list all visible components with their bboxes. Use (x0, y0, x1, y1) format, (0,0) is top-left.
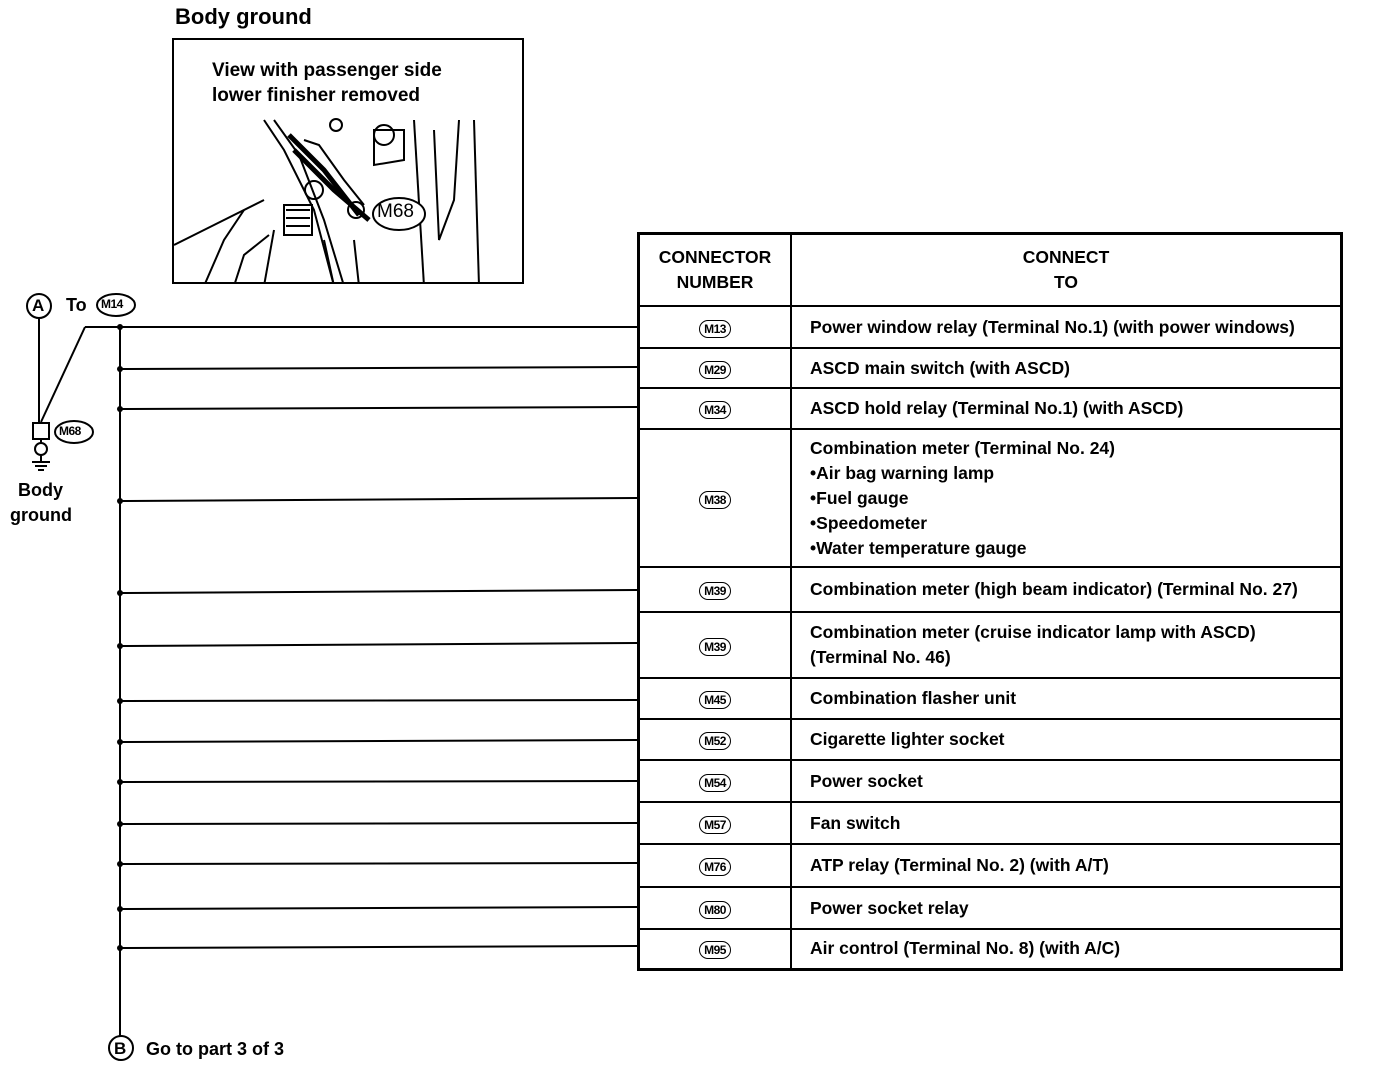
description-cell: Fan switch (791, 802, 1342, 844)
m68-ground-connector-label: M68 (59, 424, 81, 438)
connector-badge: M29 (699, 361, 731, 379)
description-cell: Power socket relay (791, 887, 1342, 929)
header-connect-line2: TO (1054, 272, 1078, 292)
node-b-label: B (114, 1039, 127, 1058)
table-row (639, 429, 1342, 567)
connector-cell (639, 348, 792, 388)
connector-badge: M76 (699, 858, 731, 876)
go-to-part-label: Go to part 3 of 3 (146, 1039, 285, 1059)
body-ground-label-2: ground (10, 505, 72, 525)
to-label: To (66, 295, 87, 315)
table-row (639, 887, 1342, 929)
bullet-item: • Water temperature gauge (810, 536, 1340, 561)
description-cell: ATP relay (Terminal No. 2) (with A/T) (791, 844, 1342, 887)
table-row (639, 612, 1342, 678)
connector-cell (639, 429, 792, 567)
connector-cell (639, 929, 792, 969)
connector-badge: M45 (699, 691, 731, 709)
connector-badge: M57 (699, 816, 731, 834)
connector-cell (639, 719, 792, 760)
m68-callout-label: M68 (377, 201, 414, 222)
header-number-line1: CONNECTOR (658, 247, 772, 267)
table-row (639, 388, 1342, 429)
description-cell: ASCD main switch (with ASCD) (791, 348, 1342, 388)
table-row (639, 929, 1342, 969)
connector-badge: M95 (699, 941, 731, 959)
description-cell: Combination meter (high beam indicator) (Terminal No. 27) (791, 567, 1342, 612)
connector-cell (639, 678, 792, 719)
connector-cell (639, 802, 792, 844)
description-cell: Power socket (791, 760, 1342, 802)
table-row (639, 844, 1342, 887)
connector-cell (639, 760, 792, 802)
table-row (639, 306, 1342, 348)
connector-badge: M39 (699, 638, 731, 656)
bullet-item: • Fuel gauge (810, 486, 1340, 511)
table-row (639, 348, 1342, 388)
table-header-row (639, 234, 1342, 307)
m14-connector-label: M14 (101, 297, 123, 311)
table-row (639, 567, 1342, 612)
description-text-line2: (Terminal No. 46) (810, 647, 951, 667)
connector-cell (639, 388, 792, 429)
inset-caption: View with passenger side lower finisher removed (212, 60, 442, 106)
bullet-item: • Speedometer (810, 511, 1340, 536)
description-text: Combination meter (cruise indicator lamp with ASCD) (810, 622, 1256, 642)
description-text: Combination meter (Terminal No. 24) (810, 437, 1115, 458)
header-connect-line1: CONNECT (1022, 247, 1110, 267)
node-a-label: A (32, 296, 45, 315)
description-cell: Power window relay (Terminal No.1) (with power windows) (791, 306, 1342, 348)
table-row (639, 802, 1342, 844)
connector-badge: M34 (699, 401, 731, 419)
description-cell (791, 612, 1342, 678)
connector-cell (639, 844, 792, 887)
description-cell (791, 429, 1342, 567)
description-cell: Combination flasher unit (791, 678, 1342, 719)
connector-badge: M39 (699, 582, 731, 600)
header-number-line2: NUMBER (676, 272, 754, 292)
connector-cell (639, 887, 792, 929)
connector-cell (639, 306, 792, 348)
bullet-item: • Air bag warning lamp (810, 461, 1340, 486)
description-cell: Cigarette lighter socket (791, 719, 1342, 760)
connector-badge: M80 (699, 901, 731, 919)
bullet-list (810, 461, 1340, 561)
description-cell: Air control (Terminal No. 8) (with A/C) (791, 929, 1342, 969)
connector-number-header (639, 234, 792, 307)
connector-cell (639, 612, 792, 678)
connect-to-header (791, 234, 1342, 307)
inset-title: Body ground (175, 4, 312, 29)
body-ground-label-1: Body (18, 480, 63, 500)
connector-badge: M13 (699, 320, 731, 338)
connector-table (637, 232, 1343, 971)
connector-badge: M52 (699, 732, 731, 750)
table-row (639, 760, 1342, 802)
connector-badge: M38 (699, 491, 731, 509)
wiring-lines (0, 0, 640, 1074)
table-row (639, 678, 1342, 719)
table-row (639, 719, 1342, 760)
description-cell: ASCD hold relay (Terminal No.1) (with ASCD) (791, 388, 1342, 429)
connector-badge: M54 (699, 774, 731, 792)
connector-cell (639, 567, 792, 612)
